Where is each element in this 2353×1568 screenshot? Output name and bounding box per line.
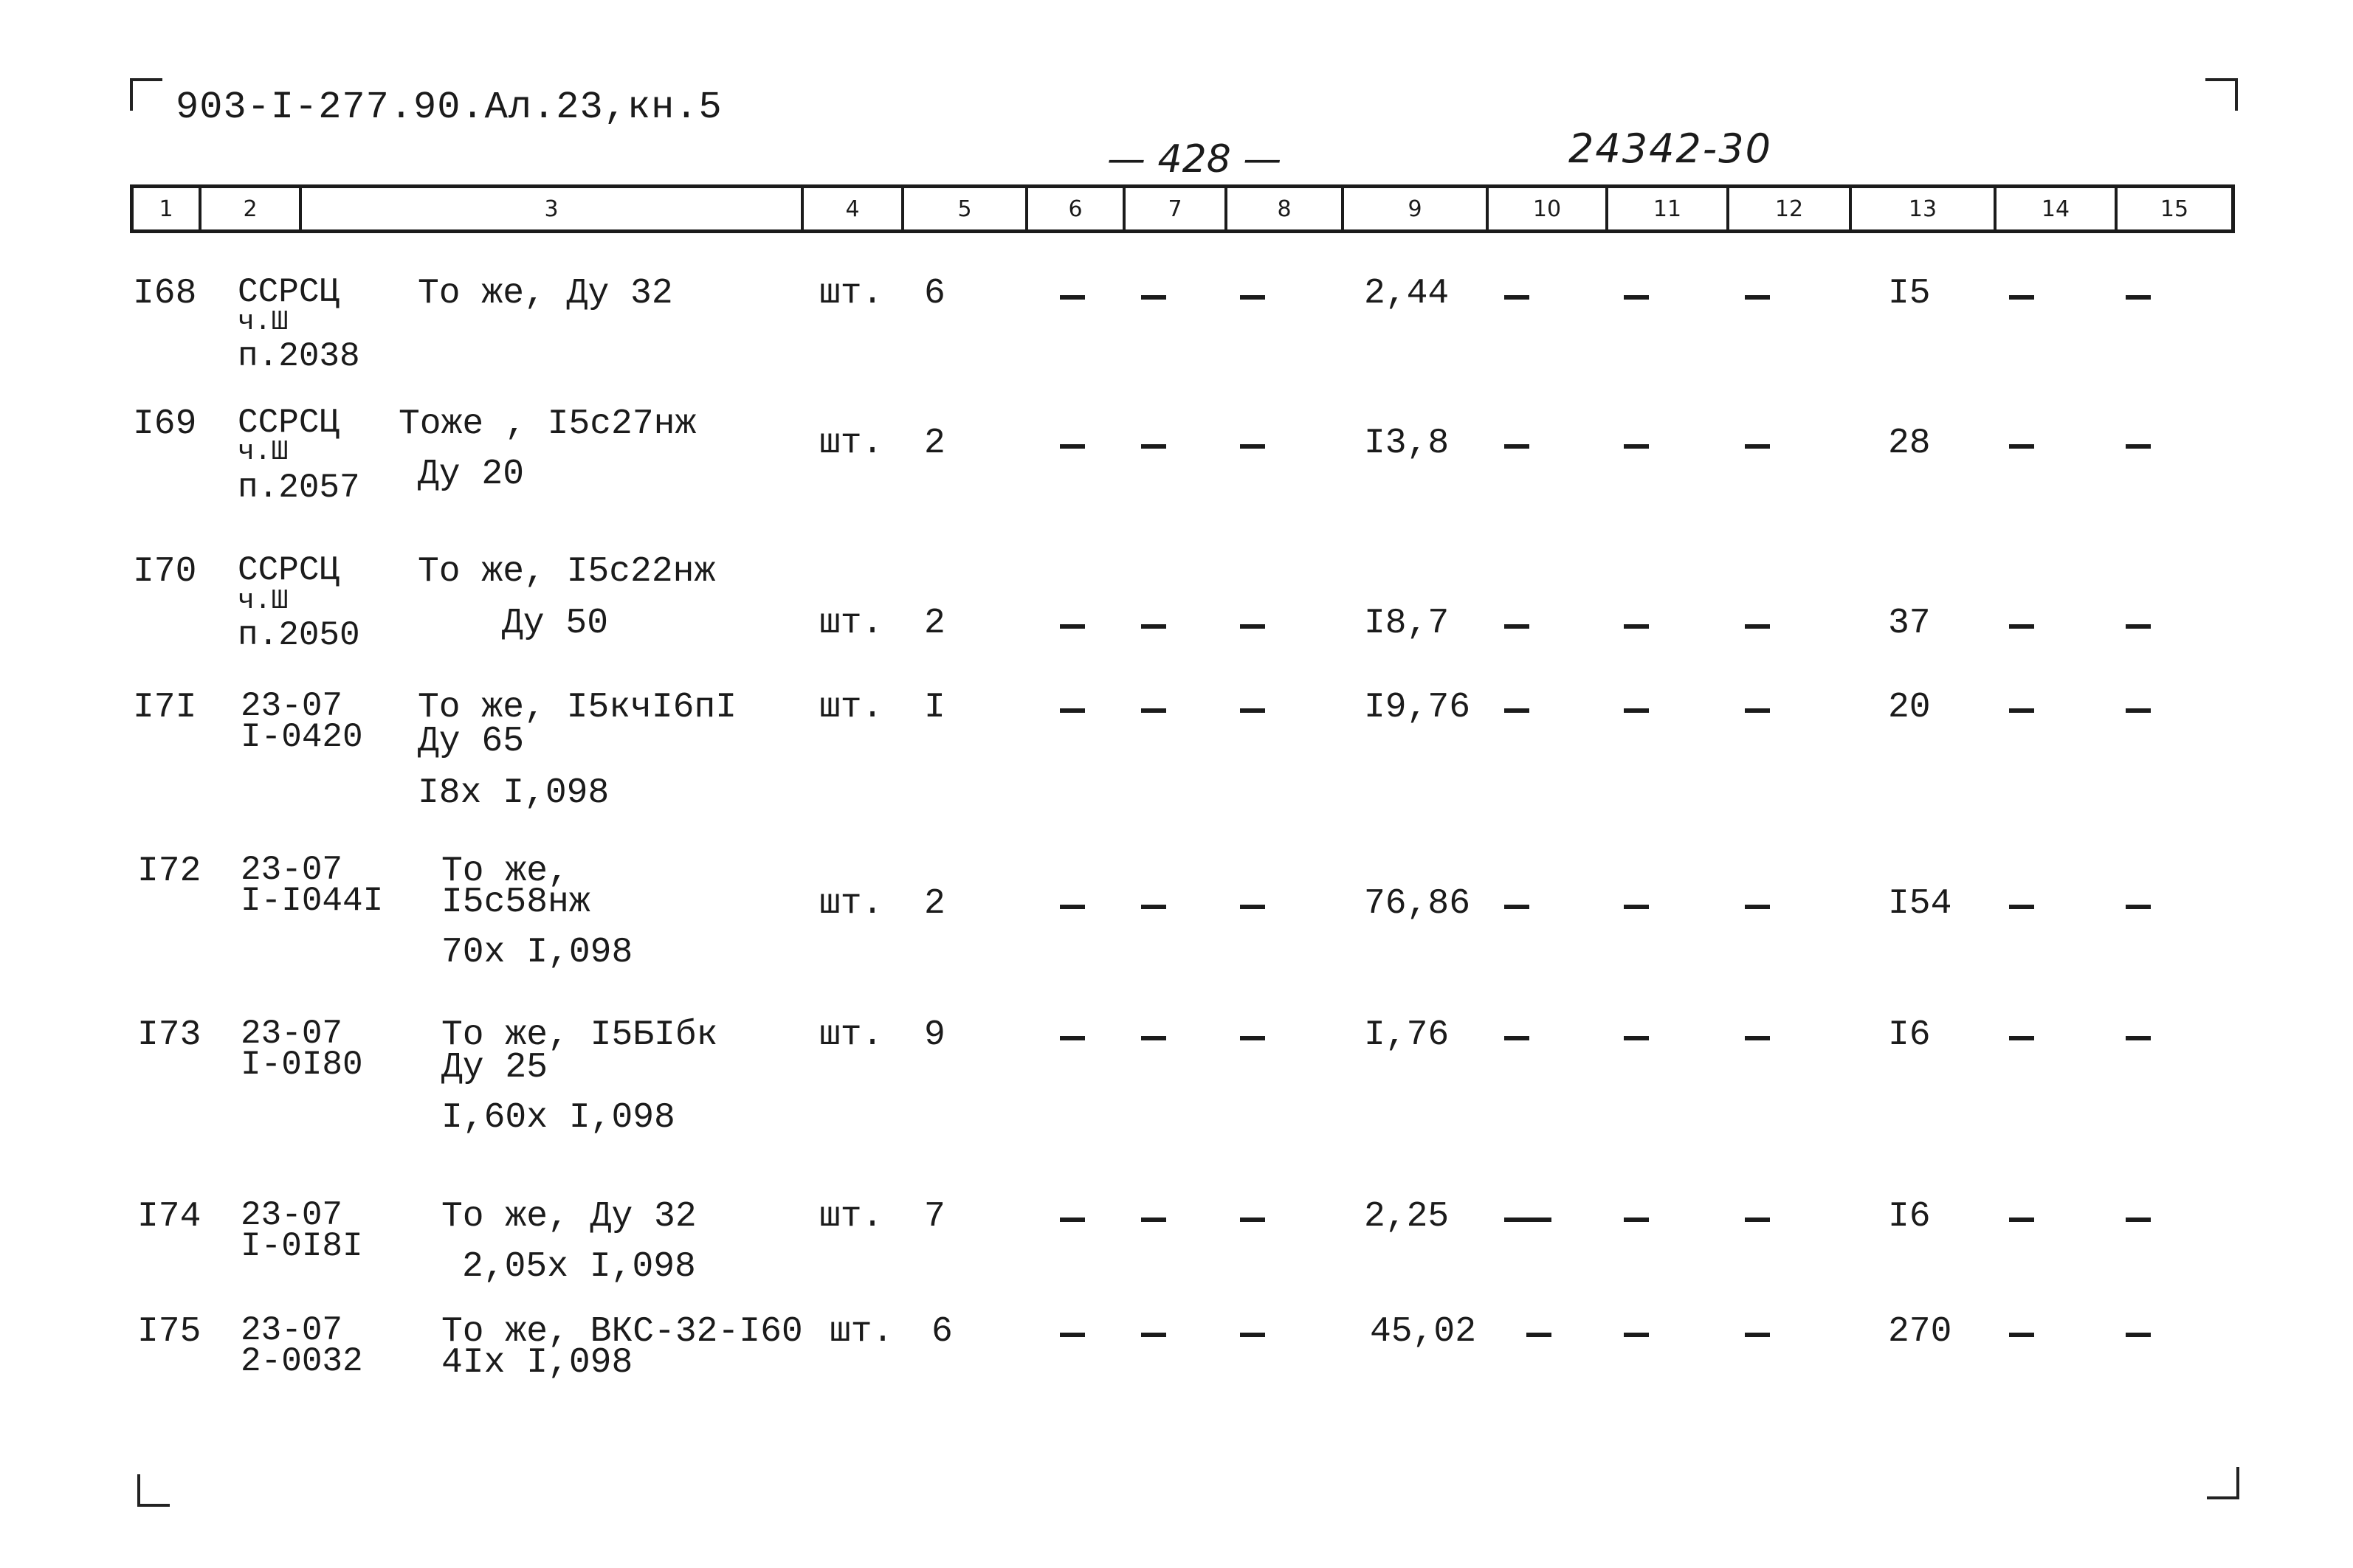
empty-dash: [1624, 295, 1649, 300]
row-quantity: 2: [924, 604, 945, 643]
empty-dash: [2126, 708, 2151, 713]
empty-dash: [2126, 1333, 2151, 1337]
empty-dash: [1624, 1036, 1649, 1040]
empty-dash: [1624, 708, 1649, 713]
empty-dash: [1141, 708, 1166, 713]
empty-dash: [1745, 905, 1770, 909]
row-code-line: I-0I80: [241, 1046, 363, 1084]
row-description: 70х I,098: [441, 933, 633, 973]
empty-dash: [1745, 624, 1770, 629]
empty-dash: [1060, 1036, 1085, 1040]
row-code-line: 23-07: [241, 1196, 343, 1234]
empty-dash: [1240, 624, 1265, 629]
empty-dash: [2009, 1333, 2034, 1337]
row-number: I75: [137, 1312, 201, 1352]
empty-dash: [1141, 444, 1166, 449]
empty-dash: [1060, 1218, 1085, 1222]
row-col-13-value: I5: [1888, 274, 1931, 314]
empty-dash: [1745, 1218, 1770, 1222]
row-col-13-value: I54: [1888, 884, 1952, 924]
row-quantity: I: [924, 688, 945, 728]
empty-dash: [2126, 1218, 2151, 1222]
row-number: I7I: [133, 688, 197, 728]
row-description: То же, Ду 32: [418, 274, 673, 314]
empty-dash: [1141, 905, 1166, 909]
header-col-5: 5: [904, 188, 1028, 229]
header-col-6: 6: [1028, 188, 1126, 229]
row-code-line: 23-07: [241, 851, 343, 889]
header-col-8: 8: [1227, 188, 1344, 229]
row-col-9-value: 2,44: [1364, 274, 1450, 314]
empty-dash: [1240, 295, 1265, 300]
row-description: Ду 65: [418, 722, 525, 761]
empty-dash: [1624, 1218, 1649, 1222]
row-code-line: ССРСЦ: [238, 404, 340, 442]
row-description: Тоже , I5с27нж: [399, 404, 697, 444]
empty-dash: [2009, 1218, 2034, 1222]
row-col-13-value: 270: [1888, 1312, 1952, 1352]
empty-dash: [1745, 1333, 1770, 1337]
empty-dash: [1060, 444, 1085, 449]
empty-dash: [1060, 708, 1085, 713]
empty-dash: [2009, 295, 2034, 300]
row-unit: шт.: [819, 688, 883, 728]
empty-dash: [1240, 444, 1265, 449]
document-code: 903-I-277.90.Ал.23,кн.5: [176, 86, 723, 129]
row-number: I68: [133, 274, 197, 314]
corner-mark-bottom-right: [2207, 1467, 2239, 1499]
row-col-13-value: I6: [1888, 1197, 1931, 1237]
row-description: То же, Ду 32: [441, 1197, 697, 1237]
row-unit: шт.: [830, 1312, 894, 1352]
empty-dash: [1504, 905, 1529, 909]
row-col-13-value: 28: [1888, 424, 1931, 463]
empty-dash: [1504, 295, 1529, 300]
empty-dash: [1624, 905, 1649, 909]
row-unit: шт.: [819, 604, 883, 643]
empty-dash: [2126, 444, 2151, 449]
row-description: То же, I5с22нж: [418, 552, 716, 592]
empty-dash: [2009, 624, 2034, 629]
row-number: I70: [133, 552, 197, 592]
row-unit: шт.: [819, 424, 883, 463]
row-quantity: 6: [931, 1312, 953, 1352]
empty-dash: [1745, 295, 1770, 300]
row-code-line: 23-07: [241, 687, 343, 725]
empty-dash: [1745, 708, 1770, 713]
empty-dash: [1141, 624, 1166, 629]
empty-dash: [1060, 905, 1085, 909]
empty-dash: [1526, 1333, 1551, 1337]
row-unit: шт.: [819, 884, 883, 924]
row-code-line: ССРСЦ: [238, 273, 340, 311]
empty-dash: [1745, 1036, 1770, 1040]
row-quantity: 6: [924, 274, 945, 314]
row-col-9-value: 2,25: [1364, 1197, 1450, 1237]
row-code-line: I-0I8I: [241, 1227, 363, 1265]
row-unit: шт.: [819, 1015, 883, 1055]
empty-dash: [2126, 295, 2151, 300]
empty-dash: [1060, 624, 1085, 629]
row-code-line: I-I044I: [241, 882, 384, 920]
empty-dash: [2126, 624, 2151, 629]
header-col-1: 1: [134, 188, 201, 229]
corner-mark-top-left: [130, 78, 162, 111]
header-col-11: 11: [1608, 188, 1729, 229]
row-col-9-value: 45,02: [1370, 1312, 1477, 1352]
row-col-9-value: I9,76: [1364, 688, 1471, 728]
row-description: I5с58нж: [441, 883, 590, 922]
row-quantity: 7: [924, 1197, 945, 1237]
row-unit: шт.: [819, 274, 883, 314]
row-code-line: ч.Ш: [238, 306, 289, 338]
empty-dash: [1504, 444, 1529, 449]
row-code-line: 23-07: [241, 1311, 343, 1350]
row-number: I69: [133, 404, 197, 444]
empty-dash: [1141, 1333, 1166, 1337]
row-code-line: п.2038: [238, 337, 360, 376]
empty-dash: [1745, 444, 1770, 449]
row-number: I73: [137, 1015, 201, 1055]
header-col-12: 12: [1729, 188, 1852, 229]
empty-dash: [1240, 905, 1265, 909]
empty-dash: [1504, 624, 1529, 629]
empty-dash: [2009, 444, 2034, 449]
row-code-line: ч.Ш: [238, 436, 289, 468]
row-col-9-value: I3,8: [1364, 424, 1450, 463]
header-col-4: 4: [804, 188, 904, 229]
row-code-line: 2-0032: [241, 1342, 363, 1381]
empty-dash: [1240, 1218, 1265, 1222]
table-header: [130, 184, 2235, 233]
header-col-14: 14: [1997, 188, 2118, 229]
row-col-13-value: 37: [1888, 604, 1931, 643]
empty-dash: [1141, 295, 1166, 300]
empty-dash: [1504, 708, 1529, 713]
header-col-9: 9: [1344, 188, 1489, 229]
empty-dash: [1624, 624, 1649, 629]
row-col-13-value: I6: [1888, 1015, 1931, 1055]
empty-dash: [2126, 905, 2151, 909]
row-description: То же, I5кчI6пI: [418, 688, 737, 728]
handwritten-stamp-number: 24342-30: [1568, 125, 1772, 172]
row-description: То же, ВКС-32-I60: [441, 1312, 803, 1352]
header-col-3: 3: [302, 188, 804, 229]
row-col-9-value: 76,86: [1364, 884, 1471, 924]
row-description: Ду 50: [502, 604, 609, 643]
row-description: Ду 25: [441, 1048, 548, 1088]
row-col-9-value: I,76: [1364, 1015, 1450, 1055]
row-description: Ду 20: [418, 455, 525, 494]
row-col-9-value: I8,7: [1364, 604, 1450, 643]
empty-dash: [1624, 444, 1649, 449]
empty-dash: [1060, 295, 1085, 300]
row-code-line: 23-07: [241, 1015, 343, 1053]
empty-dash: [1141, 1036, 1166, 1040]
empty-dash: [2009, 1036, 2034, 1040]
header-col-15: 15: [2160, 196, 2189, 222]
page-number: — 428 —: [1107, 137, 1282, 182]
row-unit: шт.: [819, 1197, 883, 1237]
empty-dash: [1240, 1333, 1265, 1337]
row-description: То же,: [441, 852, 569, 891]
empty-dash: [1240, 1036, 1265, 1040]
row-description: То же, I5БIбк: [441, 1015, 718, 1055]
empty-dash: [1504, 1036, 1529, 1040]
row-quantity: 2: [924, 884, 945, 924]
empty-dash: [2009, 905, 2034, 909]
header-col-10: 10: [1489, 188, 1608, 229]
row-code-line: п.2050: [238, 616, 360, 655]
row-code-line: I-0420: [241, 718, 363, 756]
empty-dash: [1504, 1218, 1551, 1222]
row-description: I8х I,098: [418, 773, 610, 813]
row-number: I72: [137, 852, 201, 891]
row-description: 4Iх I,098: [441, 1343, 633, 1383]
empty-dash: [1060, 1333, 1085, 1337]
row-description: 2,05х I,098: [462, 1247, 696, 1287]
header-col-2: 2: [201, 188, 302, 229]
row-code-line: п.2057: [238, 469, 360, 507]
corner-mark-bottom-left: [137, 1474, 170, 1507]
empty-dash: [1240, 708, 1265, 713]
header-col-7: 7: [1126, 188, 1227, 229]
empty-dash: [1624, 1333, 1649, 1337]
row-number: I74: [137, 1197, 201, 1237]
row-description: I,60х I,098: [441, 1098, 675, 1138]
corner-mark-top-right: [2205, 78, 2238, 111]
header-col-13: 13: [1852, 188, 1997, 229]
row-quantity: 2: [924, 424, 945, 463]
empty-dash: [2126, 1036, 2151, 1040]
row-col-13-value: 20: [1888, 688, 1931, 728]
row-quantity: 9: [924, 1015, 945, 1055]
row-code-line: ССРСЦ: [238, 551, 340, 590]
empty-dash: [1141, 1218, 1166, 1222]
empty-dash: [2009, 708, 2034, 713]
row-code-line: ч.Ш: [238, 585, 289, 617]
